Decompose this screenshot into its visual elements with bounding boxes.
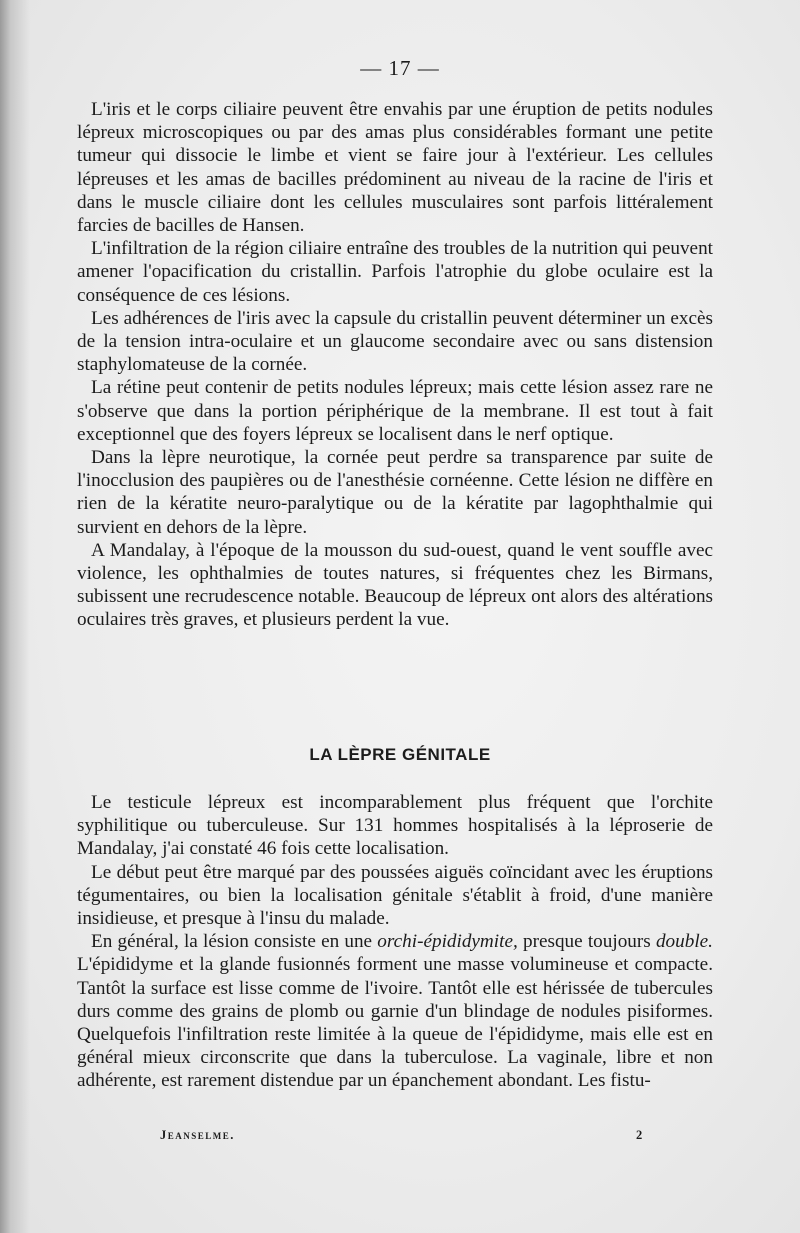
paragraph-adherences: Les adhérences de l'iris avec la capsule du cristallin peuvent déterminer un excès de la tension intra-oculaire et un glaucome secondaire avec ou sans distension staphylomateuse de la cornée. [77,307,713,376]
paragraph-testicule: Le testicule lépreux est incomparablement plus fréquent que l'orchite syphilitique ou tuberculeuse. Sur 131 hommes hospitalisés à la léproserie de Mandalay, j'ai constaté 46 fois cette localisation. [77,792,713,860]
italic-term-orchi: orchi-épididymite, [377,931,518,953]
paragraph-mandalay: A Mandalay, à l'époque de la mousson du sud-ouest, quand le vent souffle avec violence, les ophthalmies de toutes natures, si fréquentes chez les Birmans, subissent une recrudescence notable. Beaucoup de lépreux ont alors des altérations oculaires très graves, et plusieurs perdent la vue. [77,539,713,631]
paragraph-en-general [77,930,713,1092]
text-block-top [77,98,713,632]
section-title: LA LÈPRE GÉNITALE [309,745,491,764]
footer-signature-mark: 2 [636,1128,643,1142]
binding-shadow [0,0,30,1233]
paragraph-debut: Le début peut être marqué par des poussées aiguës coïncidant avec les éruptions tégumentaires, ou bien la localisation génitale s'établit à froid, d'une manière insidieuse, et presque à l'insu du malade. [77,861,713,930]
text-run: L'épididyme et la glande fusionnés forment une masse volumineuse et compacte. Tantôt la surface est lisse comme de l'ivoire. Tantôt elle est hérissée de tubercules durs comme des grains de plomb ou garnie d'un blindage de nodules pisiformes. Quelquefois l'infiltration reste limitée à la queue de l'épididyme, mais elle est en général mieux circonscrite que dans la tuberculose. La vaginale, libre et non adhérente, est rarement distendue par un épanchement abondant. Les fistu- [77,954,713,1092]
text-run: presque toujours [517,931,656,953]
paragraph-lepre-neurotique: Dans la lèpre neurotique, la cornée peut perdre sa transparence par suite de l'inocclusion des paupières ou de l'anesthésie cornéenne. Cette lésion ne diffère en rien de la kératite neuro-paralytique ou de la kératite par lagophthalmie qui survient en dehors de la lèpre. [77,447,713,538]
italic-term-double: double. [655,931,713,953]
page-number: — 17 — [360,56,440,80]
footer-author: Jeanselme. [160,1128,235,1142]
text-block-bottom [77,791,713,1093]
paragraph-iris: L'iris et le corps ciliaire peuvent être envahis par une éruption de petits nodules lépreux microscopiques ou par des amas plus considérables formant une petite tumeur qui dissocie le limbe et vient se faire jour à l'extérieur. Les cellules lépreuses et les amas de bacilles prédominent au niveau de la racine de l'iris et dans le muscle ciliaire dont les cellules musculaires sont parfois littéralement farcies de bacilles de Hansen. [77,99,713,237]
paragraph-infiltration: L'infiltration de la région ciliaire entraîne des troubles de la nutrition qui peuvent amener l'opacification du cristallin. Parfois l'atrophie du globe oculaire est la conséquence de ces lésions. [77,238,713,306]
paragraph-retine: La rétine peut contenir de petits nodules lépreux; mais cette lésion assez rare ne s'observe que dans la portion périphérique de la membrane. Il est tout à fait exceptionnel que des foyers lépreux se localisent dans le nerf optique. [77,377,713,445]
text-run: En général, la lésion consiste en une [91,931,378,953]
